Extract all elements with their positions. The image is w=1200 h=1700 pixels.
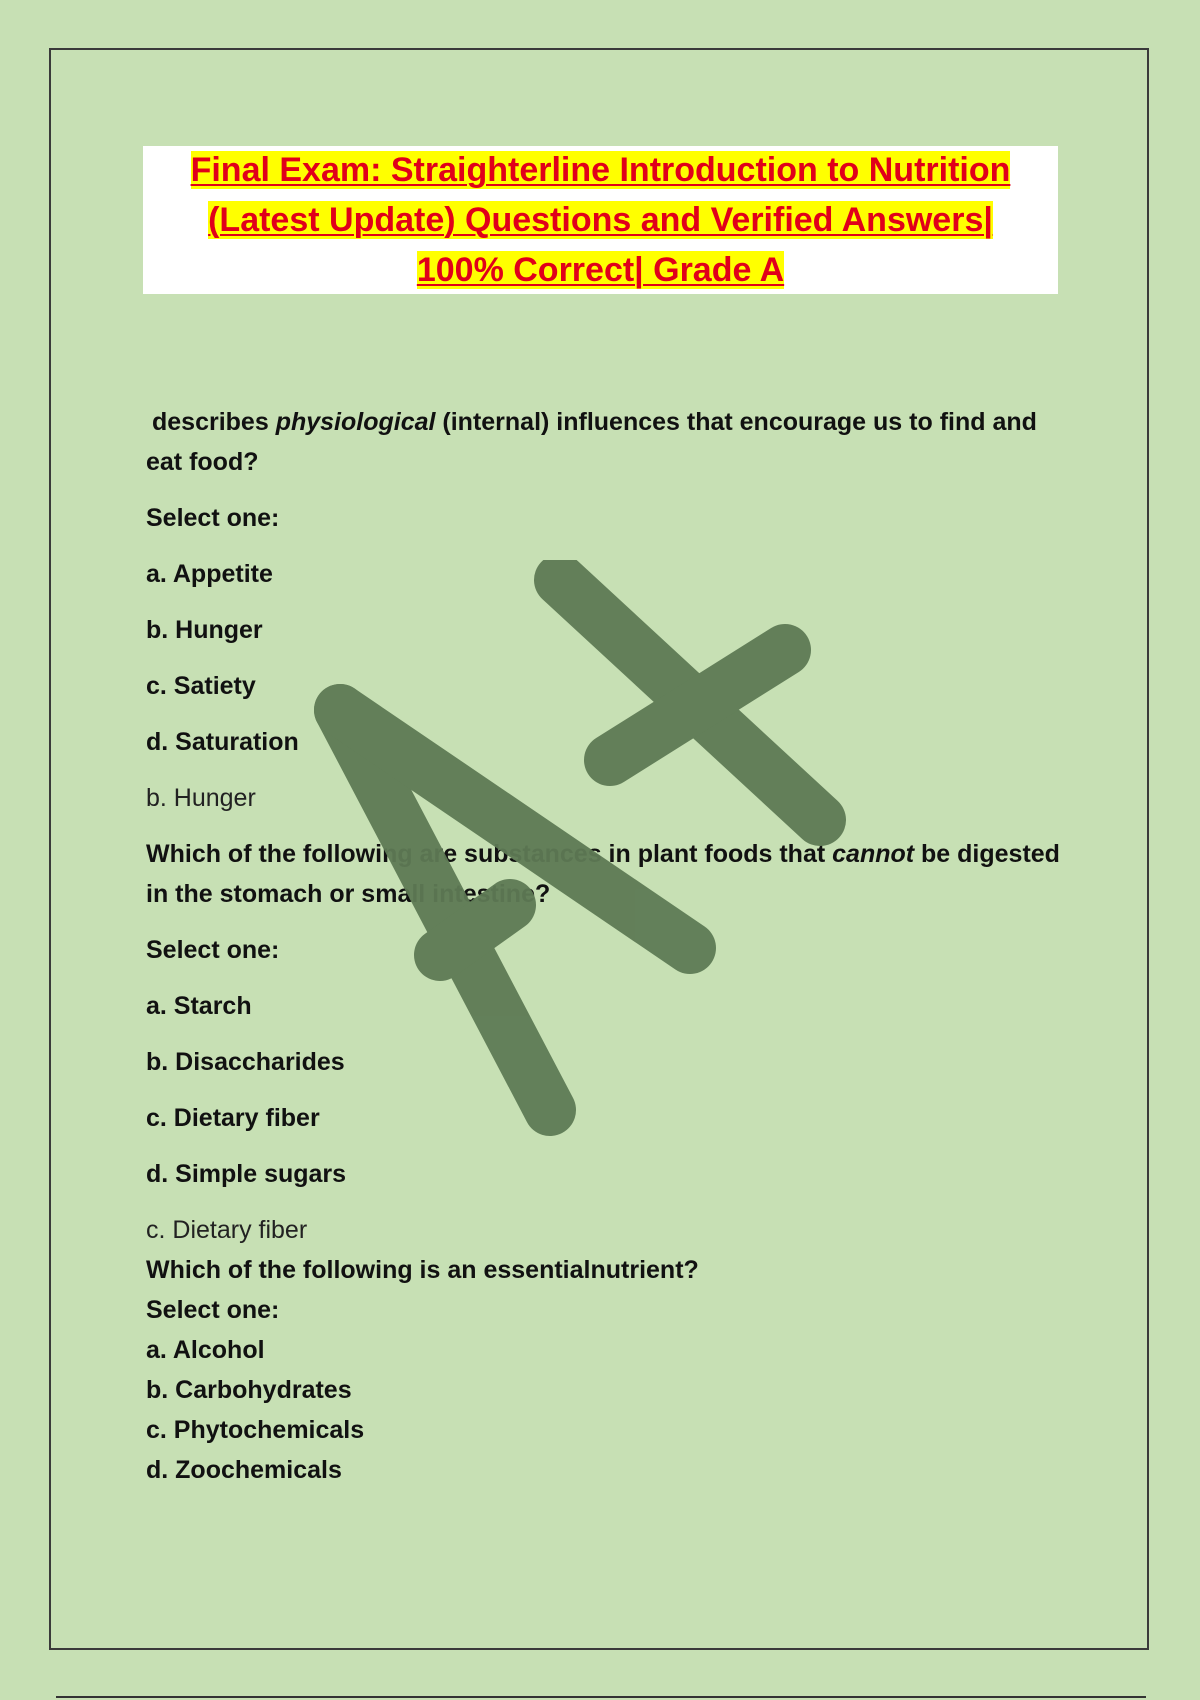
question-2-option-b: b. Disaccharides [146,1048,345,1076]
question-3-option-d: d. Zoochemicals [146,1456,342,1484]
question-2-answer: c. Dietary fiber [146,1216,308,1244]
question-2-stem: Which of the following are substances in plant foods that cannot be digested in the stomach or small intestine? [146,840,1060,908]
question-3-stem: Which of the following is an essentialnutrient? [146,1256,699,1284]
document-title [191,145,1011,295]
question-2-select-label: Select one: [146,936,280,964]
question-1-option-a: a. Appetite [146,560,273,588]
title-line-1: Final Exam: Straighterline Introduction to Nutrition [190,151,1011,189]
question-1-answer: b. Hunger [146,784,256,812]
question-1-option-b: b. Hunger [146,616,263,644]
title-line-2: (Latest Update) Questions and Verified Answers| [208,201,993,239]
question-3-option-b: b. Carbohydrates [146,1376,352,1404]
question-1-stem: describes physiological (internal) influences that encourage us to find and eat food? [146,408,1037,476]
question-1-option-c: c. Satiety [146,672,256,700]
question-3-select-label: Select one: [146,1296,280,1324]
question-1-select-label: Select one: [146,504,280,532]
title-banner [143,146,1058,294]
question-2-option-c: c. Dietary fiber [146,1104,320,1132]
question-2-option-d: d. Simple sugars [146,1160,347,1188]
question-list [146,402,1066,1490]
question-1-option-d: d. Saturation [146,728,299,756]
question-3-option-a: a. Alcohol [146,1336,265,1364]
question-3-option-c: c. Phytochemicals [146,1416,365,1444]
page-bottom-rule [56,1696,1146,1698]
question-2-option-a: a. Starch [146,992,252,1020]
question-2-emphasis: cannot [832,840,915,868]
question-1-emphasis: physiological [275,408,436,436]
title-line-3: 100% Correct| Grade A [416,251,785,289]
